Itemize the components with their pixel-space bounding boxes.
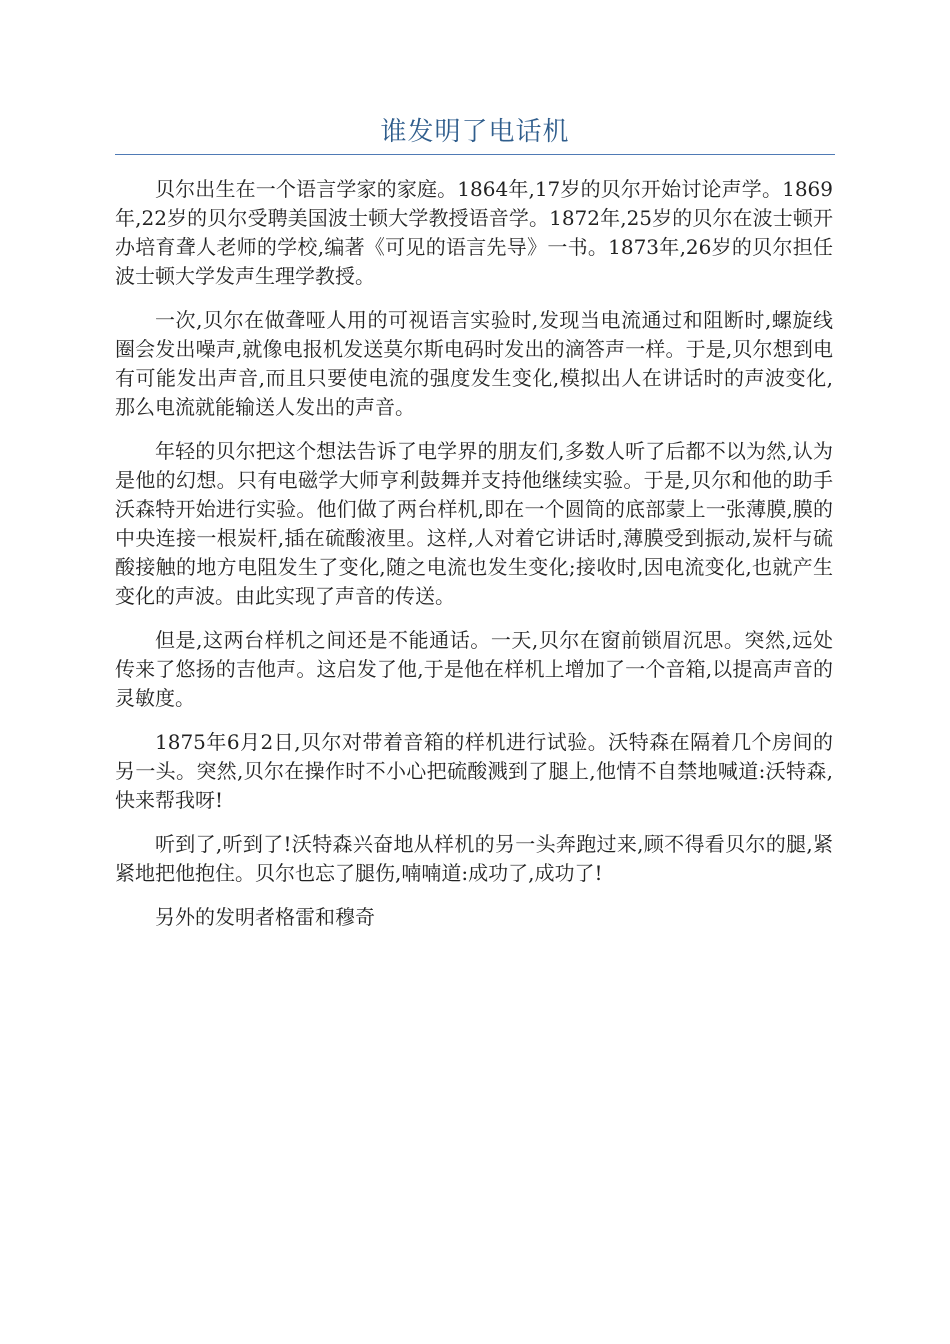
paragraph-3: 年轻的贝尔把这个想法告诉了电学界的朋友们,多数人听了后都不以为然,认为是他的幻想。只有电磁学大师亨利鼓舞并支持他继续实验。于是,贝尔和他的助手沃森特开始进行实验。他们做了两台样机,即在一个圆筒的底部蒙上一张薄膜,膜的中央连接一根炭杆,插在硫酸液里。这样,人对着它讲话时,薄膜受到振动,炭杆与硫酸接触的地方电阻发生了变化,随之电流也发生变化;接收时,因电流变化,也就产生变化的声波。由此实现了声音的传送。	[115, 439, 833, 608]
page-title: 谁发明了电话机	[380, 117, 570, 147]
title-underline	[115, 154, 835, 155]
paragraph-6: 听到了,听到了!沃特森兴奋地从样机的另一头奔跑过来,顾不得看贝尔的腿,紧紧地把他抱住。贝尔也忘了腿伤,喃喃道:成功了,成功了!	[115, 832, 833, 885]
paragraph-1: 贝尔出生在一个语言学家的家庭。1864年,17岁的贝尔开始讨论声学。1869年,22岁的贝尔受聘美国波士顿大学教授语音学。1872年,25岁的贝尔在波士顿开办培育聋人老师的学校,编著《可见的语言先导》一书。1873年,26岁的贝尔担任波士顿大学发声生理学教授。	[115, 177, 833, 288]
paragraph-4: 但是,这两台样机之间还是不能通话。一天,贝尔在窗前锁眉沉思。突然,远处传来了悠扬的吉他声。这启发了他,于是他在样机上增加了一个音箱,以提高声音的灵敏度。	[115, 628, 833, 710]
paragraph-5: 1875年6月2日,贝尔对带着音箱的样机进行试验。沃特森在隔着几个房间的另一头。突然,贝尔在操作时不小心把硫酸溅到了腿上,他情不自禁地喊道:沃特森,快来帮我呀!	[115, 730, 833, 812]
article-body	[115, 175, 833, 947]
paragraph-7: 另外的发明者格雷和穆奇	[155, 905, 375, 929]
paragraph-2: 一次,贝尔在做聋哑人用的可视语言实验时,发现当电流通过和阻断时,螺旋线圈会发出噪声,就像电报机发送莫尔斯电码时发出的滴答声一样。于是,贝尔想到电有可能发出声音,而且只要使电流的强度发生变化,模拟出人在讲话时的声波变化,那么电流就能输送人发出的声音。	[115, 308, 833, 419]
